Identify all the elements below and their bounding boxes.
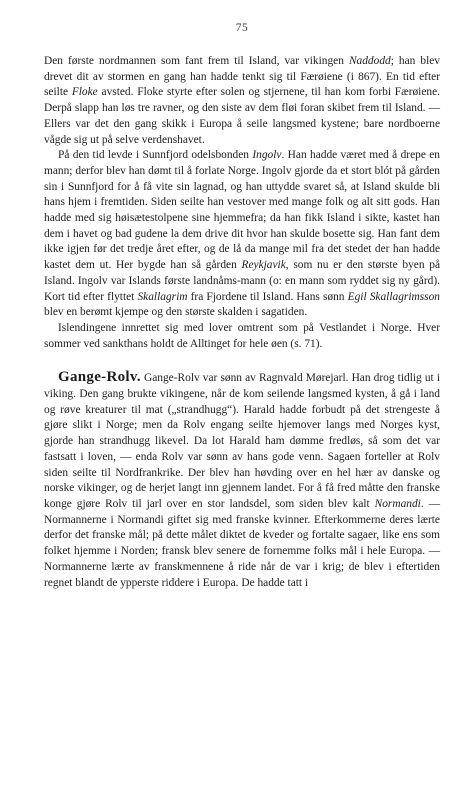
- italic-name: Ingolv: [252, 149, 282, 162]
- text-run: . — Normannerne i Normandi giftet sig med franske kvinner. Efterkommerne deres lærte derfor det franske mål; på dette målet diktet de kveder og fortalte sagaer, like ens som folket hjemme i Norden; fransk blev senere de fornemme folks mål i hele Europa. — Normannerne lærte av franskmennene å ride når de var i krig; de blev i eftertiden regnet blandt de ypperste riddere i Europa. De hadde tatt i: [44, 497, 440, 589]
- italic-name: Skallagrim: [137, 290, 188, 303]
- paragraph-alltinget: [44, 321, 440, 352]
- text-run: , som nu er den største byen på Island. Ingolv var Islands første landnåms-mann (o: en mann som ryddet sig ny gård). Kort tid efter flyttet: [44, 259, 440, 303]
- paragraph-naddodd: [44, 54, 440, 148]
- section-heading: Gange-Rolv.: [58, 369, 141, 386]
- text-run: fra Fjordene til Island. Hans sønn: [187, 290, 348, 303]
- text-run: ; han blev drevet dit av stormen en gang han hadde tenkt sig til Færøiene (i 867). En tid efter seilte: [44, 55, 441, 99]
- text-run: Den første nordmannen som fant frem til Island, var vikingen: [44, 55, 349, 67]
- text-run: Islendingene innrettet sig med lover omtrent som på Vestlandet i Norge. Hver sommer ved sankthans holdt de Alltinget for hele øen (s. 71).: [44, 321, 440, 350]
- italic-name: Floke: [71, 86, 98, 99]
- page-number: 75: [235, 22, 249, 34]
- section-gange-rolv: [44, 370, 440, 591]
- book-page: [44, 22, 440, 591]
- text-run: avsted. Floke styrte efter solen og stjernene, til han kom forbi Færøiene. Derpå slapp han løs tre ravner, og den siste av dem fløi foran skibet frem til Island. — Ellers var det den gang skikk i Europa å seile langsmed kystene; bare nordboerne vågde sig ut på selve verdenshavet.: [44, 86, 440, 146]
- text-run: På den tid levde i Sunnfjord odelsbonden: [58, 149, 253, 162]
- text-run: . Han hadde været med å drepe en mann; derfor blev han dømt til å forlate Norge. Ingolv gjorde da et stort blót på gården sin i Sunnfjord for å få vite sin lagnad, og han uttydde svaret så, at Island skulde bli hans hjem i fremtiden. Siden seilte han vestover med mange folk og alt sitt gods. Han hadde med sig høisætestolpene sine hjemmefra; da han fikk Island i sikte, kastet han dem i havet og bad gudene la dem drive dit hvor han skulde bosette sig. Han fant dem ikke igjen før det tredje året efter, og de lå da mange mil fra det stedet der han hadde kastet dem ut. Her bygde han så gården: [44, 149, 440, 272]
- italic-name: Egil Skallagrimsson: [347, 290, 440, 303]
- text-run: blev en berømt kjempe og den største skalden i sagatiden.: [44, 306, 308, 319]
- text-run: Gange-Rolv var sønn av Ragnvald Mørejarl. Han drog tidlig ut i viking. Den gang brukte vikingene, når de kom seilende langsmed kysten, å gå i land og røve kreaturer til mat („strandhugg“). Harald hadde forbudt på det strengeste å gjøre slikt i Norge; men da Rolv engang seilte hjemover langs med Norges kyst, gjorde han strandhugg likevel. Da lot Harald ham dømme fredløs, så som det var fastsatt i loven, — enda Rolv var sønn av hans gode venn. Sagaen forteller at Rolv siden seilte til Nordfrankrike. Der blev han høvding over en hel hær av danske og norske vikinger, og de herjet langt inn gjennem landet. For å få fred måtte den franske konge gjøre Rolv til jarl over en stor landsdel, som siden blev kalt: [44, 372, 440, 510]
- section-body: [44, 372, 440, 588]
- italic-name: Normandi: [374, 497, 421, 510]
- italic-name: Reykjavik: [241, 259, 286, 272]
- italic-name: Naddodd: [348, 55, 391, 67]
- paragraph-gange-rolv: [44, 370, 440, 591]
- paragraph-ingolv: [44, 148, 440, 321]
